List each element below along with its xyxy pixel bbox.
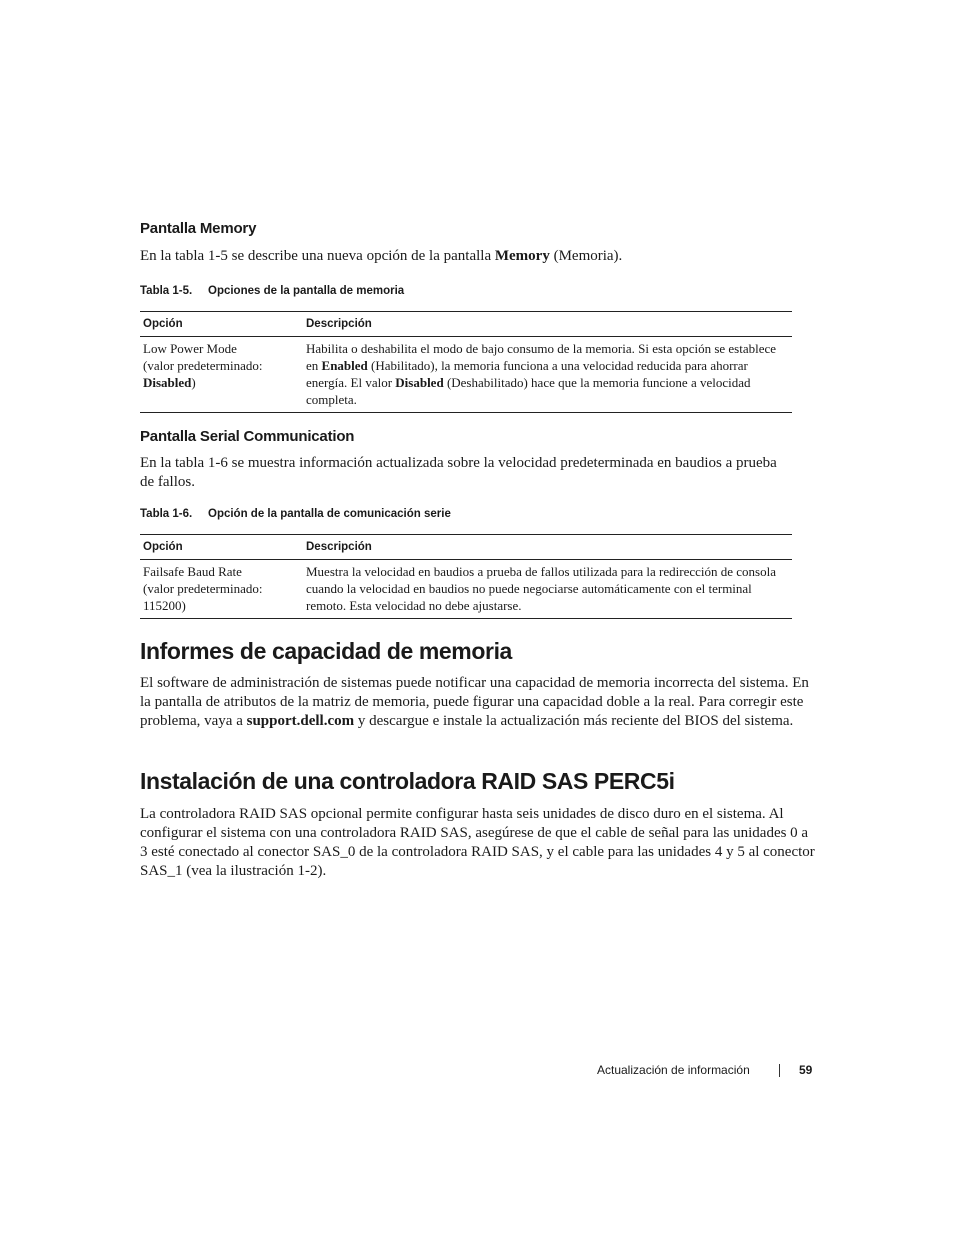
serial-intro-paragraph: En la tabla 1-6 se muestra información actualizada sobre la velocidad predeterminada en baudios a prueba de fallos. <box>140 455 777 490</box>
table-1-6-caption-title: Opción de la pantalla de comunicación serie <box>208 508 451 520</box>
memory-intro-bold: Memory <box>494 248 550 264</box>
column-header-description: Descripción <box>300 312 792 337</box>
table-header-row <box>140 535 792 560</box>
capacity-text-end: y descargue e instale la actualización más reciente del BIOS del sistema. <box>354 713 794 729</box>
capacity-paragraph <box>140 674 816 731</box>
table-1-5-caption <box>140 285 404 297</box>
option-cell <box>140 560 300 619</box>
section-heading-raid: Instalación de una controladora RAID SAS PERC5i <box>140 768 675 794</box>
page-number: 59 <box>799 1063 813 1077</box>
memory-intro-text-end: (Memoria). <box>549 248 623 264</box>
memory-intro-text: En la tabla 1-5 se describe una nueva opción de la pantalla <box>140 248 495 264</box>
capacity-text: El software de administración de sistemas puede notificar una capacidad de memoria incorrecta del sistema. En la pantalla de atributos de la matriz de memoria, puede figurar una capacidad doble a la real. Para corregir este problema, vaya a <box>140 675 809 729</box>
raid-paragraph: La controladora RAID SAS opcional permite configurar hasta seis unidades de disco duro en el sistema. Al configurar el sistema con una controladora RAID SAS, asegúrese de que el cable de señal para las unidades 0 a 3 esté conectado al conector SAS_0 de la controladora RAID SAS, y el cable para las unidades 4 y 5 al conector SAS_1 (vea la ilustración 1-2). <box>140 806 815 879</box>
table-row <box>140 337 792 413</box>
option-default-close: ) <box>191 375 196 390</box>
section-heading-capacity: Informes de capacidad de memoria <box>140 638 512 664</box>
section-heading-memory: Pantalla Memory <box>140 220 257 237</box>
section-heading-serial: Pantalla Serial Communication <box>140 428 355 445</box>
column-header-option: Opción <box>140 535 300 560</box>
table-1-6-caption <box>140 508 451 520</box>
footer-label: Actualización de información <box>597 1063 750 1077</box>
description-text: (Deshabilitado) hace que la memoria funcione a velocidad completa. <box>306 375 751 407</box>
table-1-5 <box>140 311 792 413</box>
option-default-value: Disabled <box>143 375 192 390</box>
table-row <box>140 560 792 619</box>
footer-separator <box>779 1064 780 1077</box>
option-name: Low Power Mode <box>143 341 237 356</box>
description-cell <box>300 337 792 413</box>
column-header-option: Opción <box>140 312 300 337</box>
description-text: (Habilitado), la memoria funciona a una velocidad reducida para ahorrar energía. El valor <box>306 358 748 390</box>
option-name: Failsafe Baud Rate <box>143 564 242 579</box>
option-default-label: (valor predeterminado: <box>143 358 263 373</box>
description-cell: Muestra la velocidad en baudios a prueba de fallos utilizada para la redirección de consola cuando la velocidad en baudios no puede negociarse automáticamente con el terminal remoto. Esta velocidad no debe ajustarse. <box>300 560 792 619</box>
description-bold-disabled: Disabled <box>395 375 444 390</box>
option-default-label: (valor predeterminado: <box>143 581 263 596</box>
table-1-6-caption-number: Tabla 1-6. <box>140 508 193 520</box>
support-link-text: support.dell.com <box>246 713 355 729</box>
description-text: Habilita o deshabilita el modo de bajo consumo de la memoria. Si esta opción se establece en <box>306 341 777 373</box>
option-cell <box>140 337 300 413</box>
table-1-5-caption-title: Opciones de la pantalla de memoria <box>208 285 405 297</box>
memory-intro-paragraph <box>140 247 820 266</box>
column-header-description: Descripción <box>300 535 792 560</box>
table-header-row <box>140 312 792 337</box>
option-default-value: 115200) <box>143 598 186 613</box>
description-bold-enabled: Enabled <box>321 358 368 373</box>
table-1-6 <box>140 534 792 619</box>
table-1-5-caption-number: Tabla 1-5. <box>140 285 193 297</box>
